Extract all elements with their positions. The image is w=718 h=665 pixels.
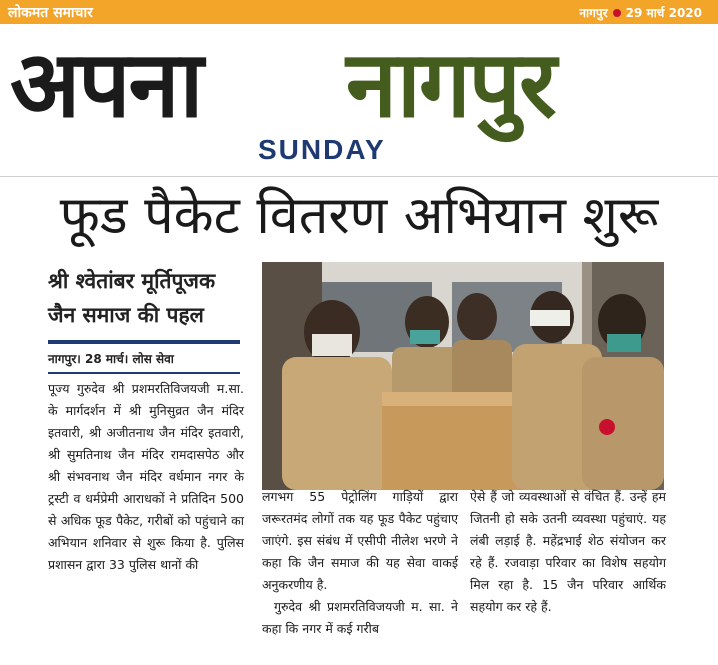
byline-rule: [48, 372, 240, 374]
dot-icon: [613, 9, 621, 17]
subheadline: [48, 264, 248, 332]
byline: नागपुर। 28 मार्च। लोस सेवा: [48, 352, 174, 366]
top-bar: [0, 0, 718, 24]
newspaper-brand: लोकमत समाचार: [8, 5, 93, 21]
dateline-city: नागपुर: [579, 6, 608, 20]
edition-label: SUNDAY: [258, 134, 386, 165]
news-photo-illustration: [262, 262, 664, 490]
news-photo: [262, 262, 664, 490]
article-column-3: [470, 486, 666, 618]
article-column-2: [262, 486, 458, 640]
masthead: [10, 26, 710, 164]
masthead-title-right: नागपुर: [346, 31, 555, 138]
divider: [0, 176, 718, 177]
article-column-1: [48, 378, 244, 576]
subheadline-line-2: जैन समाज की पहल: [48, 303, 204, 327]
paragraph: लगभग 55 पेट्रोलिंग गाड़ियों द्वारा जरूरतमंद लोगों तक यह फूड पैकेट पहुंचाए जाएंगे. इस संबंध में एसीपी नीलेश भरणे ने कहा कि जैन समाज की यह सेवा वाकई अनुकरणीय है.: [262, 489, 458, 592]
subheadline-line-1: श्री श्वेतांबर मूर्तिपूजक: [48, 269, 216, 293]
dateline-date: 29 मार्च 2020: [625, 6, 702, 20]
paragraph: गुरुदेव श्री प्रशमरतिविजयजी म. सा. ने कहा कि नगर में कई गरीब: [262, 599, 458, 636]
paragraph: पूज्य गुरुदेव श्री प्रशमरतिविजयजी म.सा. के मार्गदर्शन में श्री मुनिसुव्रत जैन मंदिर इतवारी, श्री अजीतनाथ जैन मंदिर इतवारी, श्री सुमतिनाथ जैन मंदिर रामदासपेठ और श्री संभवनाथ जैन मंदिर वर्धमान नगर के ट्रस्टी व धर्मप्रेमी आराधकों ने प्रतिदिन 500 से अधिक फूड पैकेट, गरीबों को पहुंचाने का अभियान शनिवार से शुरू किया है. पुलिस प्रशासन द्वारा 33 पुलिस थानों की: [48, 381, 244, 572]
masthead-title-left: अपना: [10, 31, 202, 138]
dateline: [579, 4, 702, 21]
headline: फूड पैकेट वितरण अभियान शुरू: [59, 186, 659, 246]
subheadline-rule: [48, 340, 240, 344]
paragraph: ऐसे हैं जो व्यवस्थाओं से वंचित हैं. उन्हें हम जितनी हो सके उतनी व्यवस्था पहुंचाएं. यह लंबी लड़ाई है. महेंद्रभाई शेठ संयोजन कर रहे हैं. रजवाड़ा परिवार का विशेष सहयोग मिल रहा है. 15 जैन परिवार आर्थिक सहयोग कर रहे हैं.: [470, 489, 666, 614]
